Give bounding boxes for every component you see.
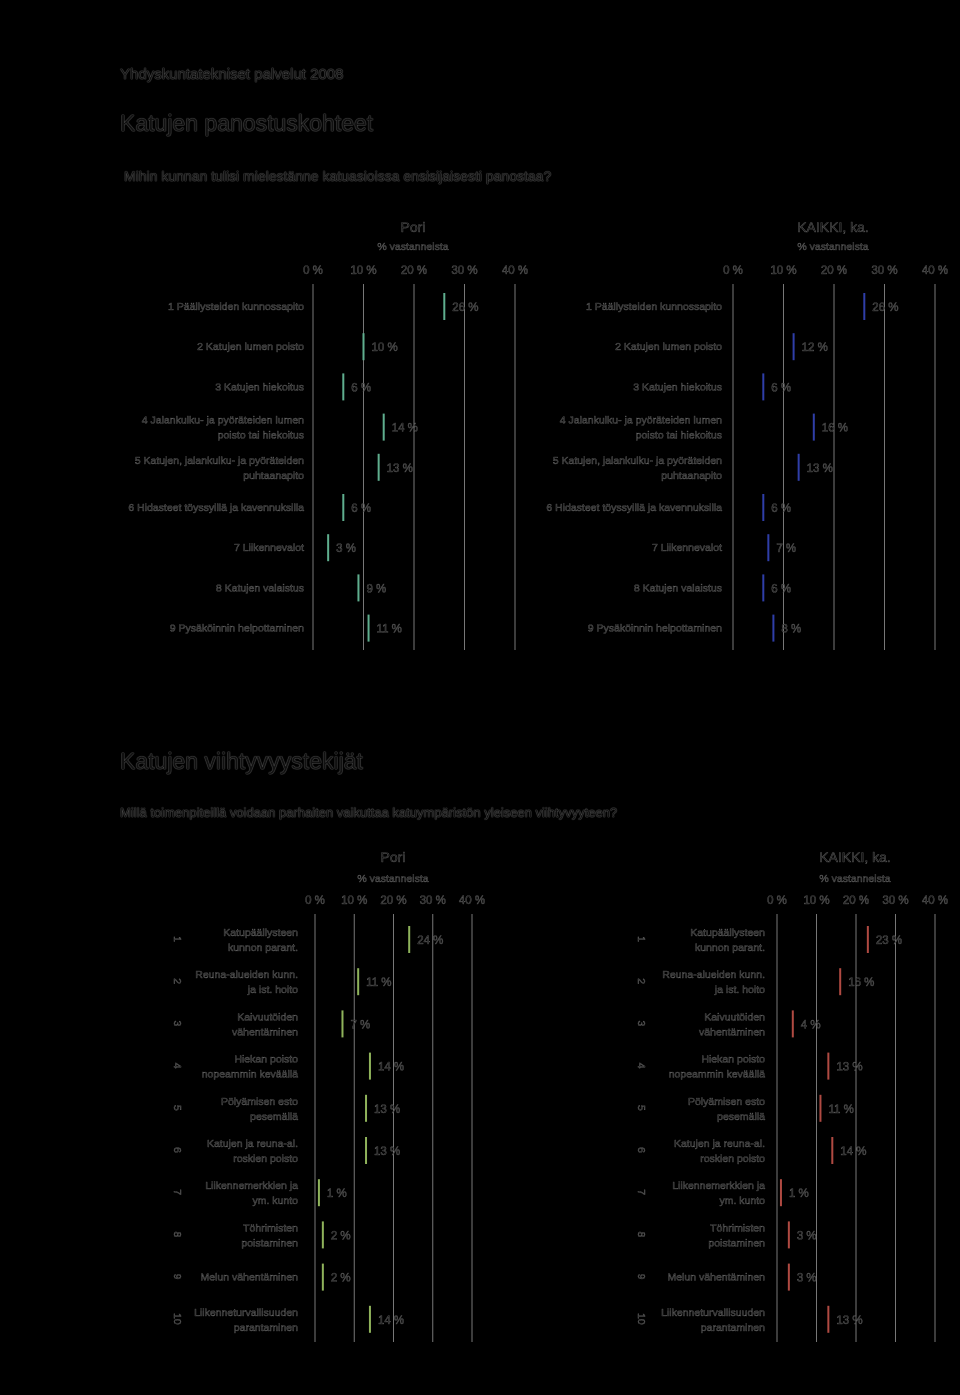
x-tick-label: 20 % [380,895,407,907]
section-1-question: Mihin kunnan tulisi mielestänne katuasioissa ensisijaisesti panostaa? [124,168,552,184]
x-tick-label: 40 % [921,895,949,907]
value-label: 11 % [376,623,402,636]
category-label: Töhrimisten [710,1222,765,1235]
value-label: 11 % [366,977,392,990]
value-label: 6 % [351,382,372,395]
category-label: 3 Katujen hiekoitus [215,381,304,394]
category-label: Katupäällysteen [690,927,765,939]
category-number: 7 [635,1189,647,1196]
bar [867,926,869,953]
chart-subtitle: % vastanneista [377,241,449,253]
category-number: 1 [635,936,647,942]
x-tick-label: 30 % [451,265,478,277]
category-label: Pölyämisen esto [220,1095,298,1108]
category-label: poisto tai hiekoitus [635,429,722,442]
category-label: vähentäminen [699,1026,765,1039]
category-number: 7 [171,1189,183,1196]
x-tick-label: 10 % [803,895,830,907]
category-label: vähentäminen [232,1026,298,1039]
value-label: 1 % [788,1188,809,1201]
bar [788,1264,790,1291]
category-number: 9 [635,1273,647,1280]
x-tick-label: 10 % [350,265,377,277]
bar [839,968,841,995]
category-number: 8 [171,1231,183,1238]
category-number: 5 [171,1104,183,1111]
category-number: 3 [171,1020,183,1027]
category-label: nopeammin keväällä [668,1068,765,1081]
category-label: kunnon parant. [694,942,765,954]
value-label: 3 % [796,1230,817,1243]
x-tick-label: 0 % [305,895,325,907]
category-number: 4 [635,1062,647,1069]
value-label: 2 % [330,1272,351,1285]
category-label: ym. kunto [252,1195,298,1208]
category-label: Katupäällysteen [223,927,298,939]
category-label: roskien poisto [233,1153,298,1165]
value-label: 3 % [336,543,356,556]
category-label: 5 Katujen, jalankulku- ja pyöräteiden [134,454,304,467]
bar [780,1179,782,1206]
category-label: 8 Katujen valaistus [215,582,304,595]
value-label: 16 % [848,977,875,990]
value-label: 13 % [374,1103,401,1116]
bar [827,1053,829,1080]
value-label: 26 % [452,302,479,314]
value-label: 13 % [806,462,833,475]
x-tick-label: 20 % [842,895,870,907]
category-label: 6 Hidasteet töyssyillä ja kavennuksilla [546,502,722,514]
value-label: 13 % [386,462,413,475]
category-label: Reuna-alueiden kunn. [662,969,765,982]
category-label: 7 Liikennevalot [233,542,304,555]
category-number: 6 [171,1147,183,1153]
category-label: 7 Liikennevalot [651,542,722,555]
x-tick-label: 30 % [882,895,909,907]
x-tick-label: 0 % [723,265,743,277]
bar [788,1221,790,1248]
value-label: 23 % [875,935,903,947]
category-number: 4 [171,1062,183,1069]
category-number: 10 [635,1312,647,1325]
value-label: 13 % [374,1146,401,1158]
value-label: 12 % [801,342,828,355]
category-number: 6 [635,1147,647,1153]
category-label: puhtaanapito [661,469,722,482]
category-label: 1 Päällysteiden kunnossapito [585,301,722,313]
category-label: pesemällä [717,1110,765,1123]
category-number: 8 [635,1231,647,1238]
category-number: 1 [171,936,183,942]
value-label: 7 % [350,1019,371,1032]
category-label: pesemällä [250,1110,298,1123]
category-label: poistaminen [241,1237,298,1250]
x-tick-label: 10 % [341,895,368,907]
category-label: 6 Hidasteet töyssyillä ja kavennuksilla [128,502,304,514]
category-label: 4 Jalankulku- ja pyöräteiden lumen [559,414,722,427]
value-label: 11 % [828,1103,854,1116]
category-label: poistaminen [708,1237,765,1250]
category-label: parantaminen [700,1321,765,1334]
category-label: Melun vähentäminen [200,1271,298,1284]
value-label: 6 % [771,503,792,515]
category-label: kunnon parant. [227,942,298,954]
chart-subtitle: % vastanneista [797,241,869,253]
category-label: Kaivuutöiden [704,1011,765,1024]
report-header: Yhdyskuntatekniset palvelut 2008 [120,66,344,83]
category-number: 2 [635,978,647,985]
category-label: puhtaanapito [243,469,304,482]
section-2-question: Millä toimenpiteillä voidaan parhaiten vaikuttaa katuympäristön yleiseen viihtyvyyteen? [120,805,618,820]
x-tick-label: 10 % [770,265,797,277]
category-label: Liikenneturvallisuuden [661,1306,765,1319]
category-label: Kaivuutöiden [237,1011,298,1024]
x-tick-label: 40 % [501,265,529,277]
x-tick-label: 20 % [820,265,848,277]
chart-subtitle: % vastanneista [357,873,429,885]
chart-title: KAIKKI, ka. [797,219,869,235]
category-label: 8 Katujen valaistus [633,582,722,595]
category-label: Liikennemerkkien ja [205,1180,298,1193]
x-tick-label: 20 % [400,265,428,277]
category-label: Hiekan poisto [701,1053,765,1066]
value-label: 2 % [330,1230,351,1243]
category-number: 3 [635,1020,647,1027]
value-label: 7 % [776,543,797,556]
section-2-title: Katujen viihtyvyystekijät [120,748,363,774]
value-label: 9 % [366,583,387,596]
x-tick-label: 40 % [921,265,949,277]
category-label: Liikenneturvallisuuden [194,1306,298,1319]
category-label: poisto tai hiekoitus [217,429,304,442]
category-label: 5 Katujen, jalankulku- ja pyöräteiden [552,454,722,467]
category-label: Töhrimisten [243,1222,298,1235]
category-label: Pölyämisen esto [687,1095,765,1108]
chart-title: KAIKKI, ka. [819,849,891,865]
x-tick-label: 40 % [458,895,486,907]
category-label: 4 Jalankulku- ja pyöräteiden lumen [141,414,304,427]
x-tick-label: 0 % [303,265,323,277]
bar [831,1137,833,1164]
category-label: ym. kunto [719,1195,765,1208]
value-label: 13 % [836,1314,863,1327]
category-label: parantaminen [233,1321,298,1334]
section-1-title: Katujen panostuskohteet [120,110,374,136]
category-number: 2 [171,978,183,985]
value-label: 6 % [351,503,372,515]
category-number: 9 [171,1273,183,1280]
value-label: 4 % [800,1019,821,1032]
category-label: Katujen ja reuna-al. [673,1138,765,1150]
category-label: ja ist. hoito [247,984,298,997]
chart-subtitle: % vastanneista [819,873,891,885]
category-label: 2 Katujen lumen poisto [615,341,722,354]
chart-title: Pori [380,849,406,865]
value-label: 24 % [417,935,444,947]
value-label: 6 % [771,583,792,596]
category-label: 2 Katujen lumen poisto [197,341,304,354]
value-label: 14 % [840,1146,867,1158]
category-label: Hiekan poisto [234,1053,298,1066]
category-label: ja ist. hoito [714,984,765,997]
x-tick-label: 0 % [767,895,787,907]
chart-title: Pori [400,219,426,235]
category-label: 1 Päällysteiden kunnossapito [167,301,304,313]
value-label: 10 % [371,342,398,355]
category-label: roskien poisto [700,1153,765,1165]
category-label: Reuna-alueiden kunn. [195,969,298,982]
category-label: 9 Pysäköinnin helpottaminen [587,622,722,635]
x-tick-label: 30 % [871,265,898,277]
category-label: 3 Katujen hiekoitus [633,381,722,394]
value-label: 26 % [872,302,899,314]
value-label: 6 % [771,382,792,395]
category-label: Liikennemerkkien ja [672,1180,765,1193]
category-number: 5 [635,1104,647,1111]
bar [827,1306,829,1333]
value-label: 8 % [781,623,802,636]
value-label: 14 % [377,1061,405,1074]
value-label: 3 % [796,1272,817,1285]
value-label: 1 % [326,1188,347,1201]
category-number: 10 [171,1312,183,1325]
category-label: Melun vähentäminen [667,1271,765,1284]
bar [819,1095,821,1122]
value-label: 14 % [391,422,418,435]
category-label: 9 Pysäköinnin helpottaminen [169,622,304,635]
category-label: nopeammin keväällä [201,1068,298,1081]
category-label: Katujen ja reuna-al. [206,1138,298,1150]
value-label: 14 % [377,1314,405,1327]
value-label: 13 % [836,1061,863,1074]
bar [792,1010,794,1037]
value-label: 16 % [821,422,849,435]
x-tick-label: 30 % [419,895,446,907]
